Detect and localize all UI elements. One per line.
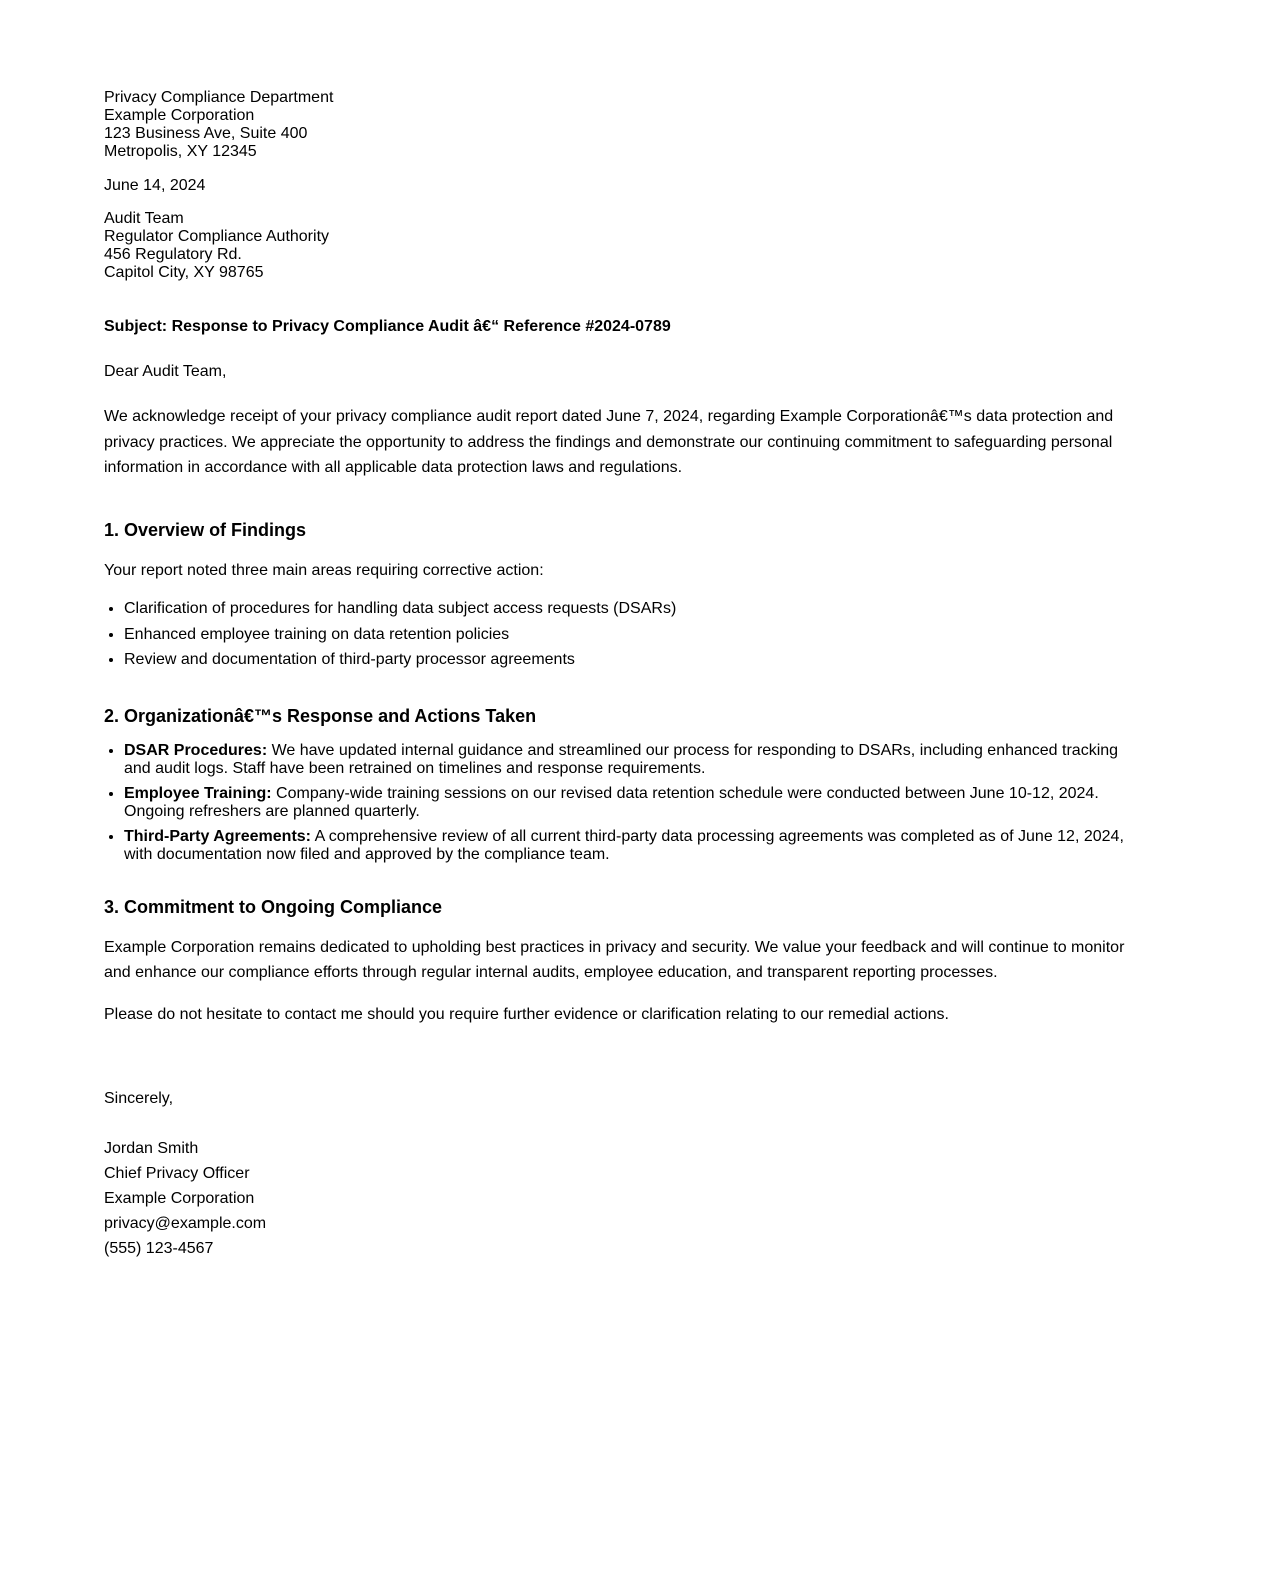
list-item [124, 785, 1143, 821]
recipient-street: 456 Regulatory Rd. [104, 246, 242, 263]
signer-phone: (555) 123-4567 [104, 1240, 214, 1258]
action-label: Third-Party Agreements: [124, 827, 311, 845]
response-heading: 2. Organizationâ€™s Response and Actions Taken [104, 705, 537, 726]
signer-email: privacy@example.com [104, 1215, 267, 1233]
recipient-name: Audit Team [104, 210, 184, 227]
action-text: A comprehensive review of all current third-party data processing agreements was completed as of June 12, 2024, with documentation now filed and approved by the compliance team. [124, 827, 1124, 863]
signer-name: Jordan Smith [104, 1139, 199, 1157]
sender-city: Metropolis, XY 12345 [104, 143, 257, 160]
findings-intro: Your report noted three main areas requiring corrective action: [104, 561, 544, 579]
action-text: Company-wide training sessions on our revised data retention schedule were conducted between June 10-12, 2024. Ongoing refreshers are planned quarterly. [124, 784, 1099, 820]
list-item: • Review and documentation of third-party processor agreements [124, 647, 1143, 673]
action-text: We have updated internal guidance and streamlined our process for responding to DSARs, including enhanced tracking and audit logs. Staff have been retrained on timelines and response requirements. [124, 741, 1119, 777]
sender-address [104, 89, 1143, 161]
findings-heading: 1. Overview of Findings [104, 519, 307, 540]
intro-paragraph: We acknowledge receipt of your privacy compliance audit report dated June 7, 2024, regarding Example Corporationâ€™s data protection and privacy practices. We appreciate the opportunity to address the findings and demonstrate our continuing commitment to safeguarding personal information in accordance with all applicable data protection laws and regulations. [104, 408, 1114, 476]
commitment-paragraph: Example Corporation remains dedicated to upholding best practices in privacy and security. We value your feedback and will continue to monitor and enhance our compliance efforts through regular internal audits, employee education, and transparent reporting processes. [104, 938, 1125, 981]
recipient-address [104, 210, 1143, 282]
commitment-heading: 3. Commitment to Ongoing Compliance [104, 896, 443, 917]
closing: Sincerely, [104, 1090, 174, 1107]
sender-department: Privacy Compliance Department [104, 89, 334, 106]
list-item [124, 828, 1143, 864]
letter-date: June 14, 2024 [104, 177, 206, 194]
action-label: Employee Training: [124, 784, 272, 802]
contact-paragraph: Please do not hesitate to contact me should you require further evidence or clarification relating to our remedial actions. [104, 1005, 949, 1023]
actions-list [104, 742, 1143, 864]
salutation: Dear Audit Team, [104, 363, 227, 380]
recipient-organization: Regulator Compliance Authority [104, 228, 330, 245]
list-item: • Enhanced employee training on data retention policies [124, 622, 1143, 648]
signature-block [104, 1136, 1143, 1262]
signer-title: Chief Privacy Officer [104, 1164, 250, 1182]
findings-list [104, 596, 1143, 673]
list-item: • Clarification of procedures for handling data subject access requests (DSARs) [124, 596, 1143, 622]
signer-company: Example Corporation [104, 1189, 255, 1207]
subject-line: Subject: Response to Privacy Compliance Audit â€“ Reference #2024-0789 [104, 318, 671, 335]
recipient-city: Capitol City, XY 98765 [104, 264, 264, 281]
sender-street: 123 Business Ave, Suite 400 [104, 125, 308, 142]
list-item [124, 742, 1143, 778]
sender-company: Example Corporation [104, 107, 255, 124]
action-label: DSAR Procedures: [124, 741, 268, 759]
